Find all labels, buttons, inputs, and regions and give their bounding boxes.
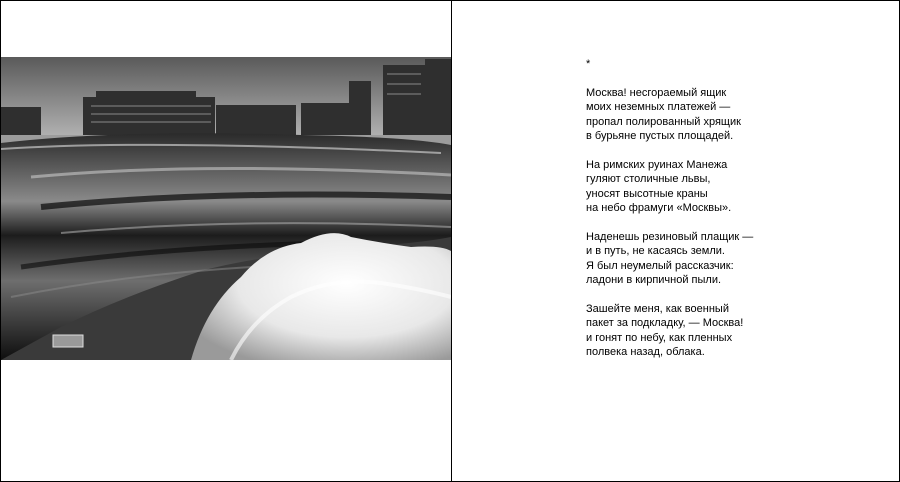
poem-line: и гонят по небу, как пленных	[586, 331, 733, 344]
poem-asterisk: *	[586, 58, 591, 70]
poem-line: моих неземных платежей —	[586, 101, 731, 114]
poem-line: пакет за подкладку, — Москва!	[586, 317, 744, 330]
poem-line: Наденешь резиновый плащик —	[586, 230, 754, 243]
poem-line: На римских руинах Манежа	[586, 158, 728, 171]
poem-line: и в путь, не касаясь земли.	[586, 245, 725, 258]
page-divider	[451, 1, 452, 481]
poem-line: полвека назад, облака.	[586, 346, 705, 359]
poem-stanza	[586, 158, 886, 216]
stanza-gap	[586, 287, 886, 301]
photo-leather-case-on-snow	[1, 57, 451, 360]
poem-stanza	[586, 86, 886, 144]
poem-line: Я был неумелый рассказчик:	[586, 259, 734, 272]
poem-line: на небо фрамуги «Москвы».	[586, 202, 732, 215]
poem-line: уносят высотные краны	[586, 187, 708, 200]
poem-line: Москва! несгораемый ящик	[586, 86, 727, 99]
poem-line: в бурьяне пустых площадей.	[586, 130, 734, 142]
stanza-gap	[586, 215, 886, 229]
poem-line: ладони в кирпичной пыли.	[586, 274, 722, 287]
poem-line: гуляют столичные львы,	[586, 173, 711, 186]
poem-stanza	[586, 230, 886, 288]
poem-line: Зашейте меня, как военный	[586, 302, 729, 315]
stanza-gap	[586, 71, 886, 85]
poem	[586, 57, 886, 359]
poem-stanza	[586, 302, 886, 360]
stanza-gap	[586, 143, 886, 157]
poem-line: пропал полированный хрящик	[586, 115, 741, 128]
